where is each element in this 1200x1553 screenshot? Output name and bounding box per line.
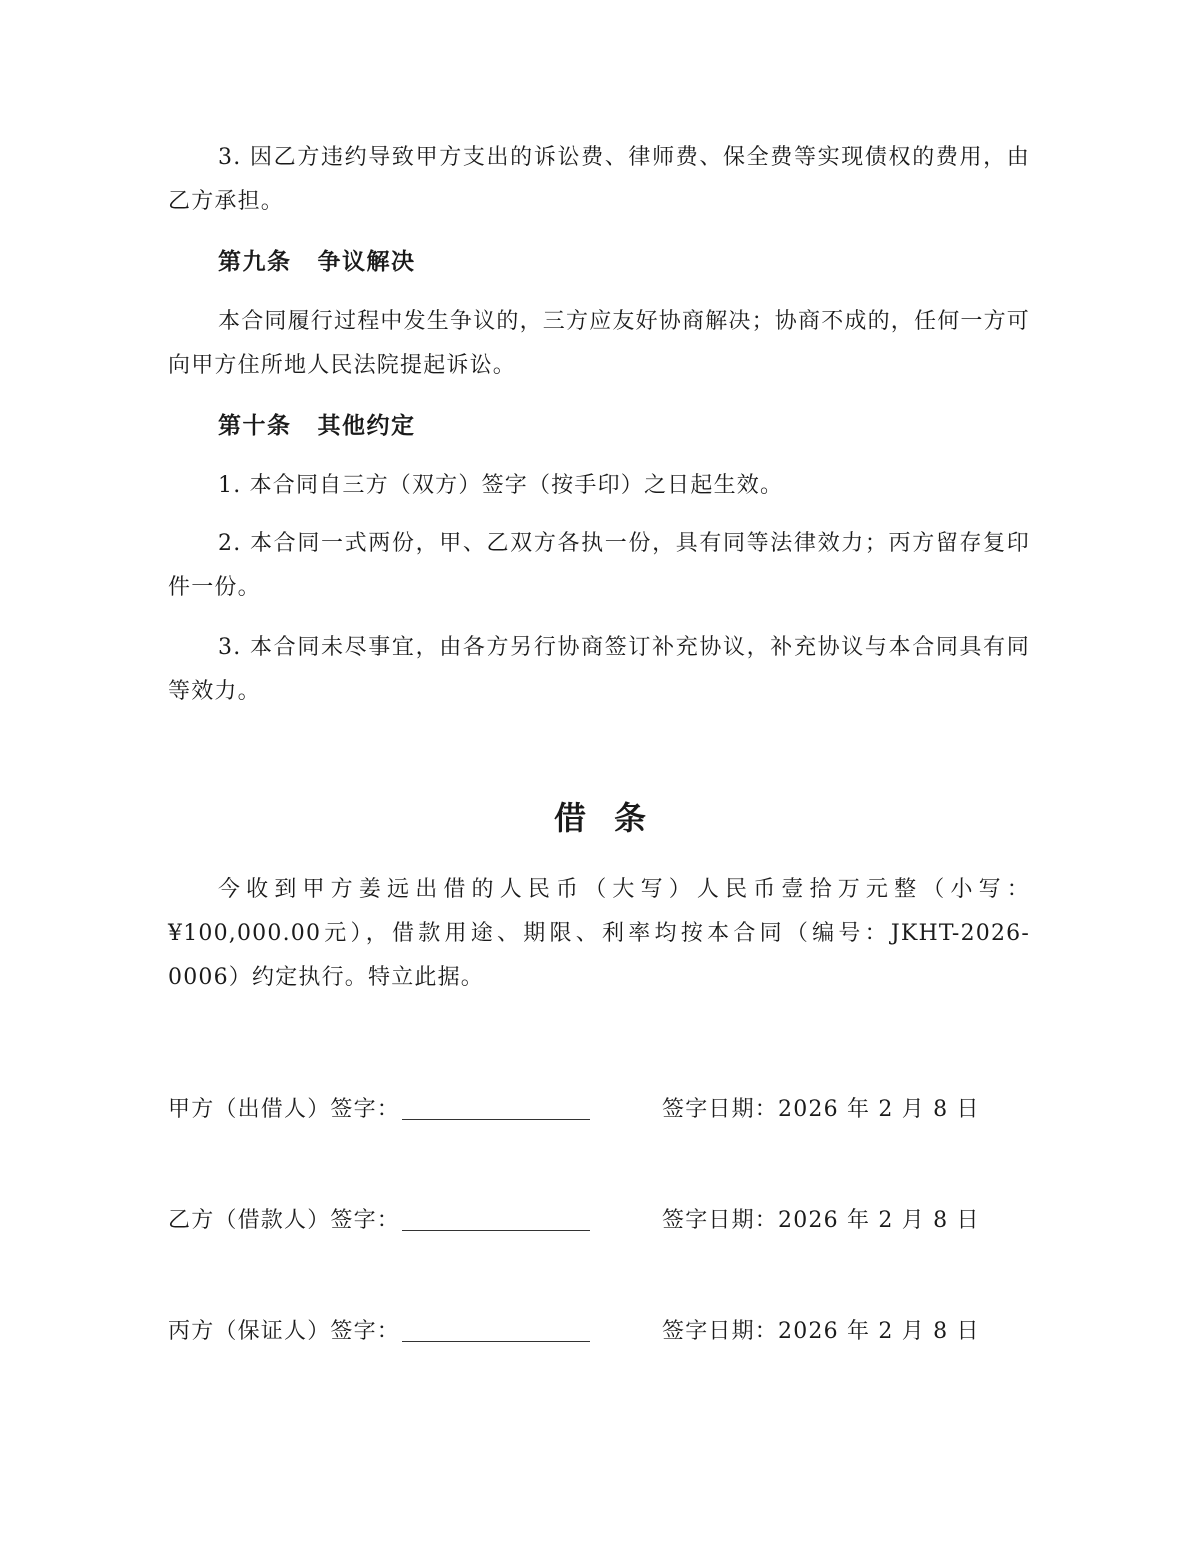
signature-date: 签字日期：2026 年 2 月 8 日 (662, 1097, 980, 1122)
article10-heading-number: 第十条 (218, 413, 292, 439)
signature-date: 签字日期：2026 年 2 月 8 日 (662, 1208, 980, 1233)
article9-heading-title: 争议解决 (317, 249, 416, 275)
signature-label: 丙方（保证人）签字： (168, 1319, 401, 1344)
article8-item3: 3. 因乙方违约导致甲方支出的诉讼费、律师费、保全费等实现债权的费用，由乙方承担。 (168, 145, 1030, 214)
article10-item3: 3. 本合同未尽事宜，由各方另行协商签订补充协议，补充协议与本合同具有同等效力。 (168, 635, 1030, 704)
signature-row-lender (168, 1090, 1030, 1130)
signature-line[interactable] (402, 1341, 590, 1342)
signature-row-guarantor (168, 1312, 1030, 1352)
article9-heading (218, 240, 416, 284)
signature-line[interactable] (402, 1119, 590, 1120)
signature-label: 甲方（出借人）签字： (168, 1097, 401, 1122)
article10-item1: 1. 本合同自三方（双方）签字（按手印）之日起生效。 (218, 473, 784, 498)
iou-body: 今收到甲方姜远出借的人民币（大写）人民币壹拾万元整（小写：¥100,000.00元），借款用途、期限、利率均按本合同（编号：JKHT-2026-0006）约定执行。特立此据。 (168, 877, 1030, 990)
signature-date: 签字日期：2026 年 2 月 8 日 (662, 1319, 980, 1344)
article10-item2: 2. 本合同一式两份，甲、乙双方各执一份，具有同等法律效力；丙方留存复印件一份。 (168, 531, 1030, 600)
article9-body: 本合同履行过程中发生争议的，三方应友好协商解决；协商不成的，任何一方可向甲方住所地人民法院提起诉讼。 (168, 309, 1031, 378)
article10-heading-title: 其他约定 (317, 413, 416, 439)
iou-title: 借条 (553, 799, 674, 837)
article9-heading-number: 第九条 (218, 249, 292, 275)
signature-line[interactable] (402, 1230, 590, 1231)
signature-row-borrower (168, 1201, 1030, 1241)
signature-label: 乙方（借款人）签字： (168, 1208, 401, 1233)
article10-heading (218, 404, 416, 448)
